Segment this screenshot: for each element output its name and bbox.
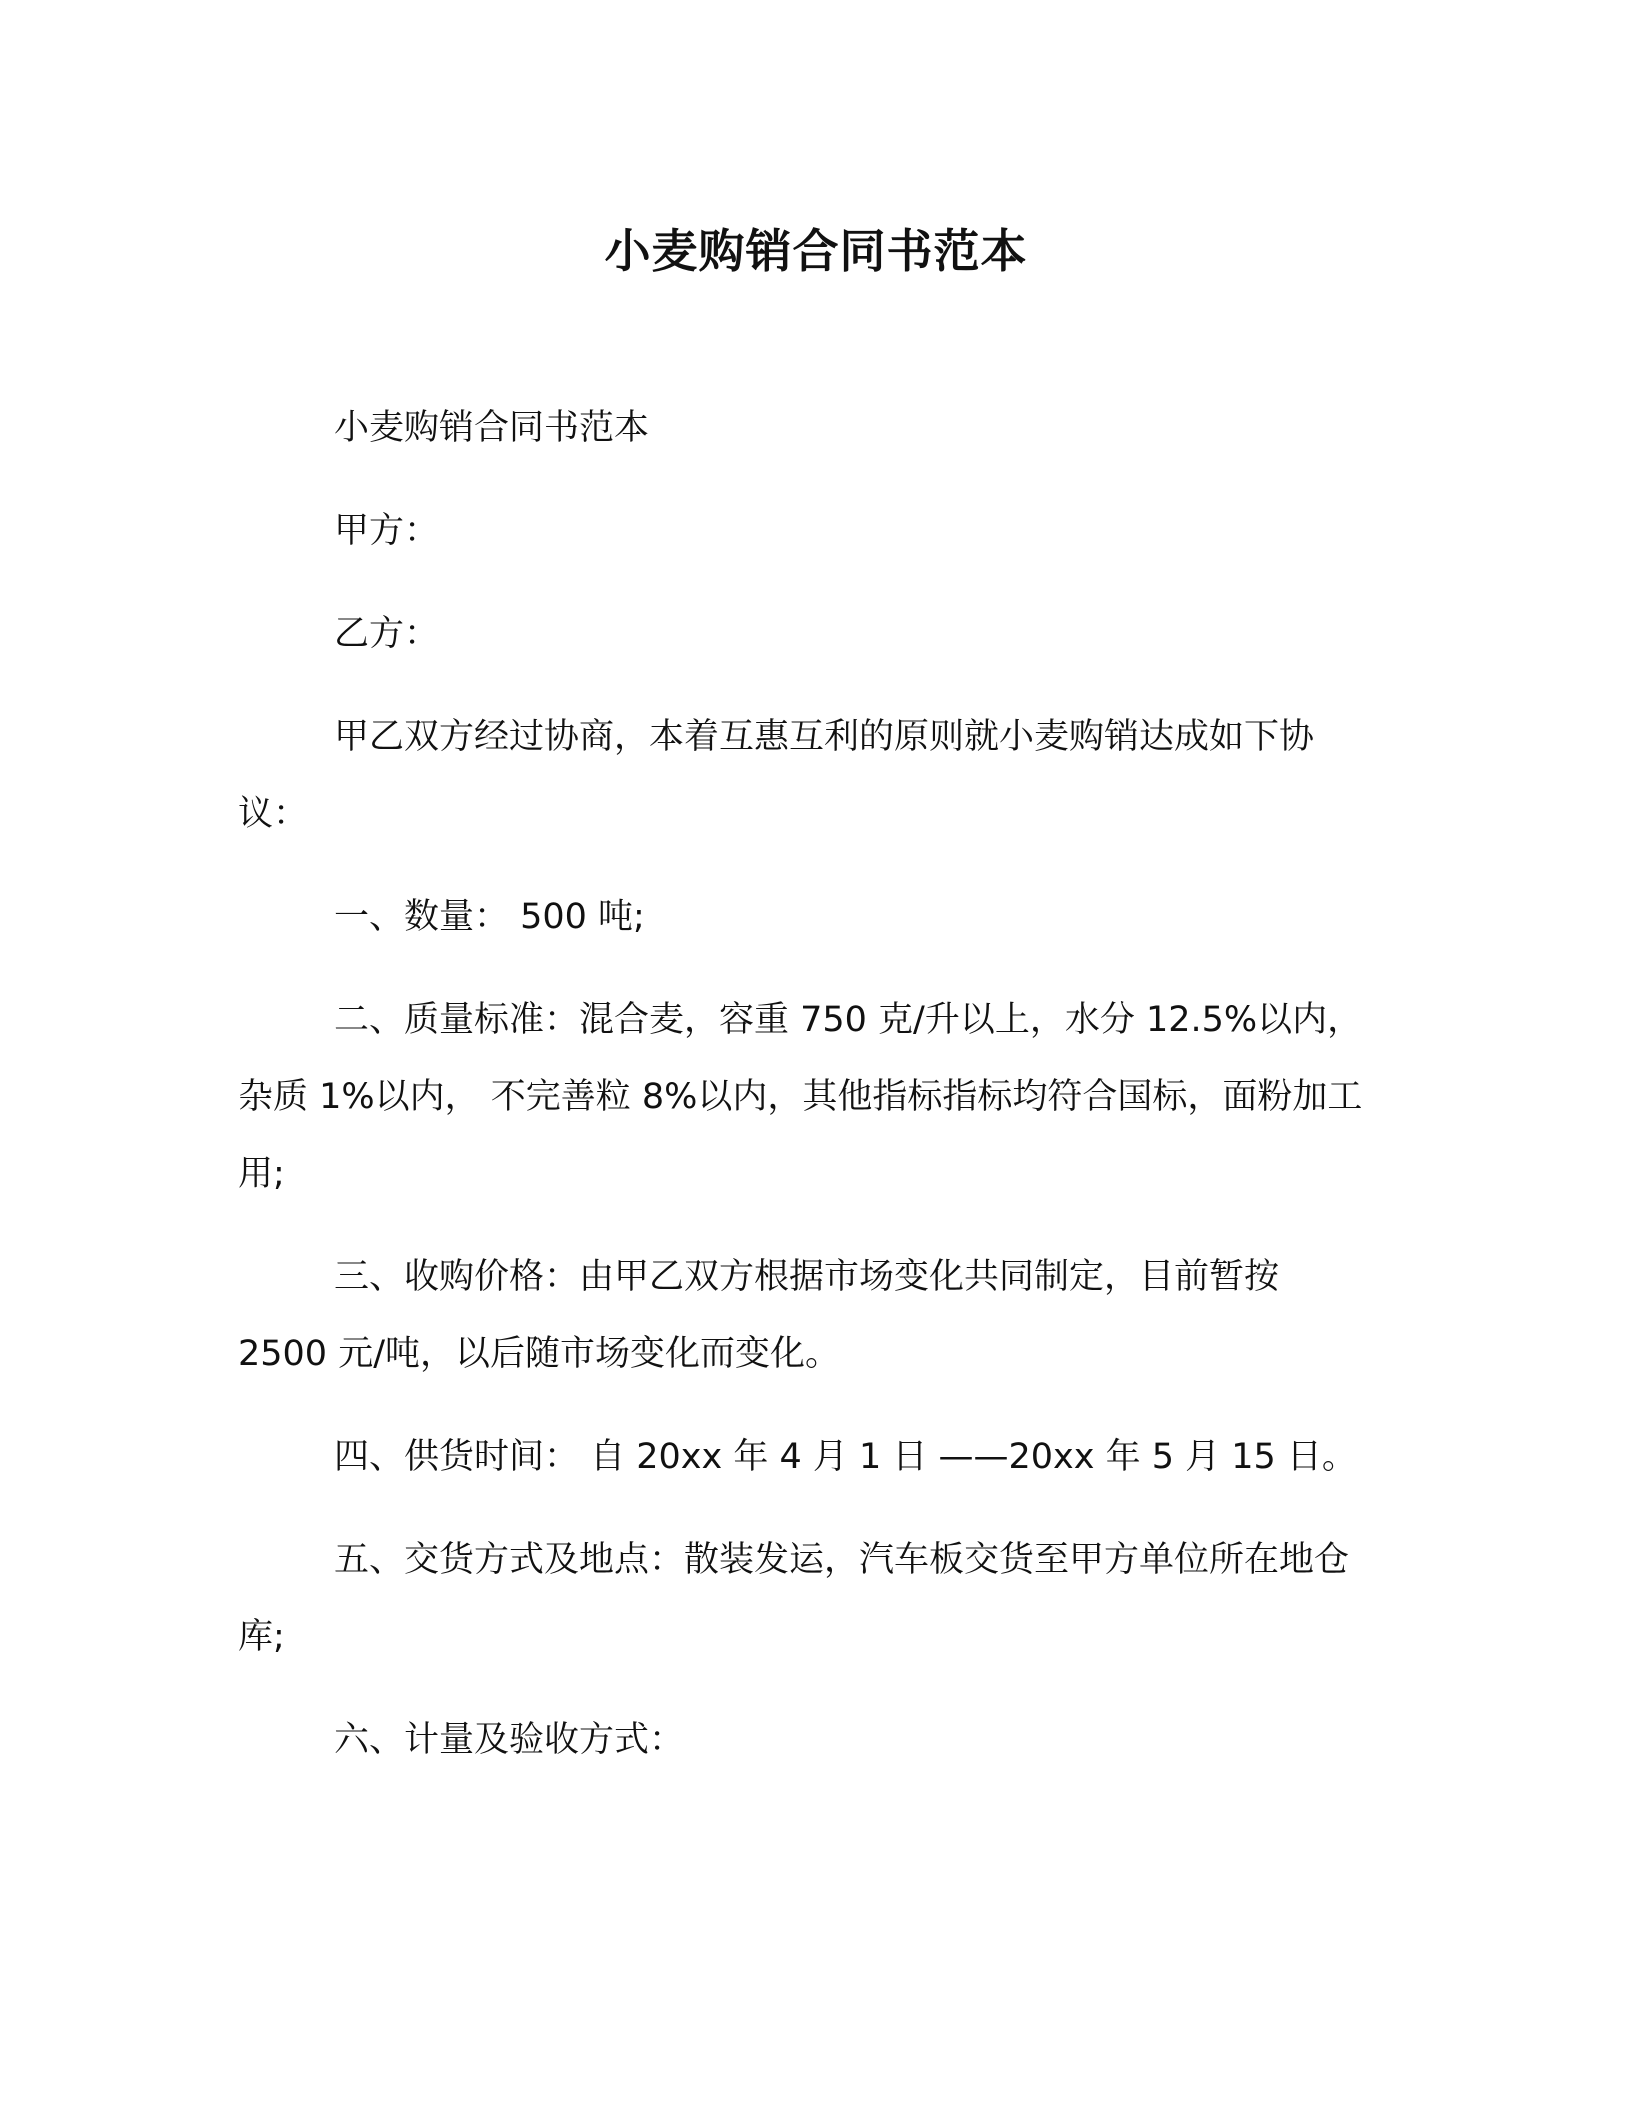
paragraph-party-b: 乙方： bbox=[334, 614, 440, 654]
document-body bbox=[238, 390, 1378, 1805]
paragraph-supply-time: 四、供货时间： 自 20xx 年 4 月 1 日 ——20xx 年 5 月 15 日。 bbox=[334, 1437, 1357, 1477]
paragraph-agreement-intro: 甲乙双方经过协商，本着互惠互利的原则就小麦购销达成如下协议： bbox=[238, 717, 1315, 834]
paragraph-quality-standard: 二、质量标准：混合麦，容重 750 克/升以上，水分 12.5%以内，杂质 1%以内， 不完善粒 8%以内，其他指标指标均符合国标，面粉加工用; bbox=[238, 1000, 1363, 1194]
paragraph-quantity: 一、数量： 500 吨; bbox=[334, 897, 645, 937]
paragraph-purchase-price: 三、收购价格：由甲乙双方根据市场变化共同制定，目前暂按 2500 元/吨，以后随市场变化而变化。 bbox=[238, 1257, 1280, 1374]
document-title: 小麦购销合同书范本 bbox=[604, 224, 1028, 278]
paragraph-measurement: 六、计量及验收方式： bbox=[334, 1720, 685, 1760]
paragraph-subtitle: 小麦购销合同书范本 bbox=[334, 408, 650, 448]
paragraph-party-a: 甲方： bbox=[334, 511, 440, 551]
paragraph-delivery-method: 五、交货方式及地点：散装发运，汽车板交货至甲方单位所在地仓库; bbox=[238, 1540, 1350, 1657]
